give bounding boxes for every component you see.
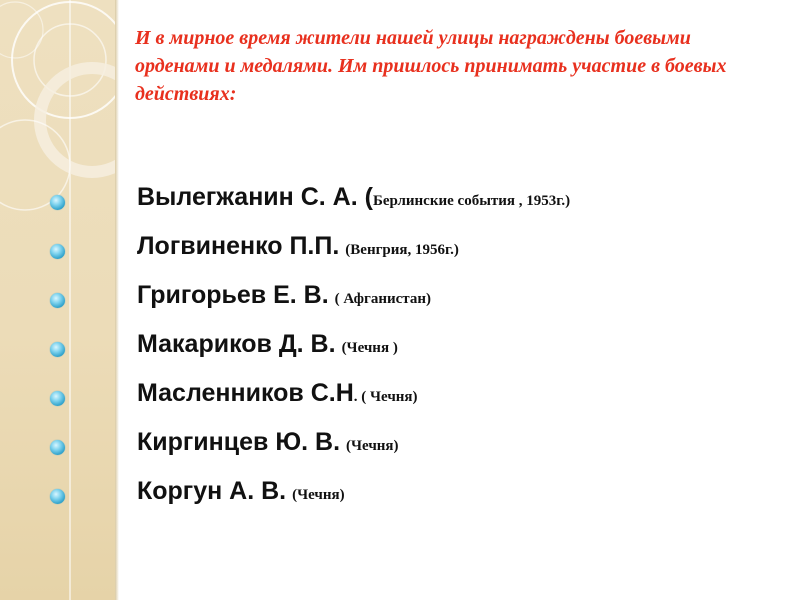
list-item [40, 379, 570, 428]
person-name: Масленников С.Н [137, 379, 354, 407]
person-note: Берлинские события , 1953г.) [372, 193, 571, 209]
person-name: Григорьев Е. В. [137, 281, 329, 309]
people-list [40, 183, 570, 526]
person-name: Коргун А. В. [137, 477, 287, 505]
person-note: (Чечня) [292, 487, 345, 503]
person-name: Логвиненко П.П. [137, 232, 340, 260]
list-item [40, 330, 570, 379]
bullet-icon [50, 391, 65, 406]
bullet-icon [50, 342, 65, 357]
person-note: ( Афганистан) [334, 291, 431, 307]
person-note: . ( Чечня) [353, 389, 418, 405]
list-item [40, 477, 570, 526]
person-name: Макариков Д. В. [137, 330, 336, 358]
list-item [40, 232, 570, 281]
list-item [40, 183, 570, 232]
person-note: (Чечня) [346, 438, 399, 454]
bullet-icon [50, 195, 65, 210]
person-name: Вылегжанин С. А. ( [137, 183, 373, 211]
bullet-icon [50, 244, 65, 259]
bullet-icon [50, 440, 65, 455]
list-item [40, 428, 570, 477]
bullet-icon [50, 489, 65, 504]
slide-title: И в мирное время жители нашей улицы награждены боевыми орденами и медалями. Им пришлось принимать участие в боевых действиях: [135, 27, 727, 105]
person-note: (Чечня ) [341, 340, 398, 356]
person-note: (Венгрия, 1956г.) [345, 242, 459, 258]
person-name: Киргинцев Ю. В. [137, 428, 341, 456]
list-item [40, 281, 570, 330]
bullet-icon [50, 293, 65, 308]
